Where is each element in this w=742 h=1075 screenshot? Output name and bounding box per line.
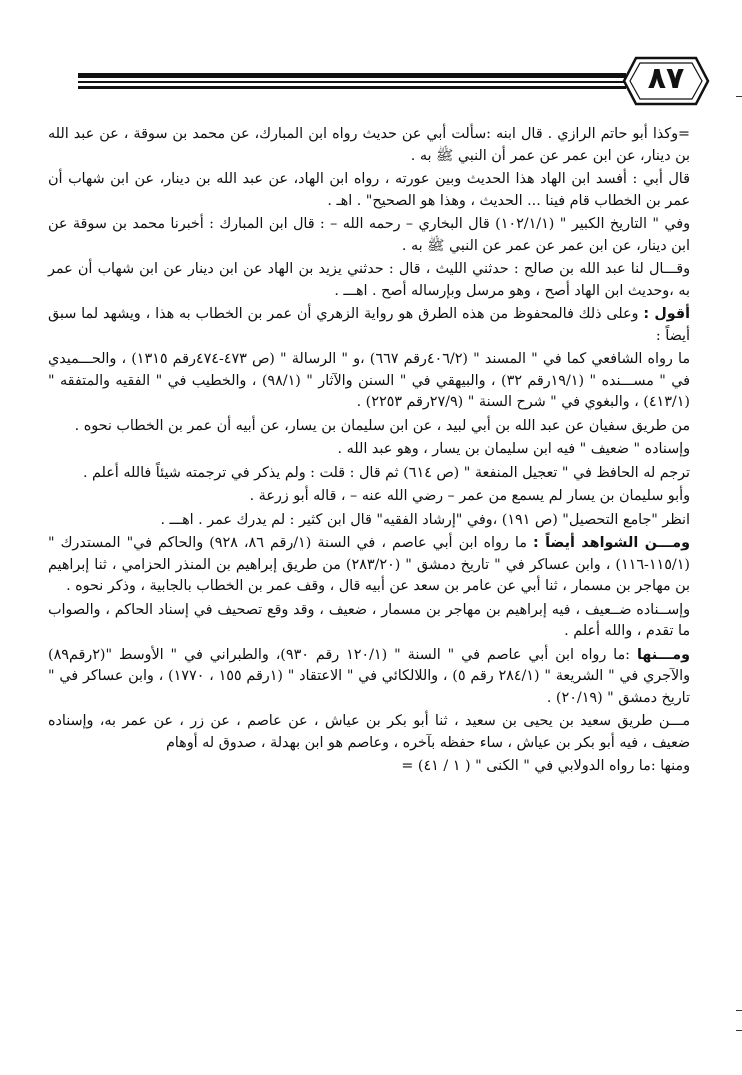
paragraph: [48, 463, 690, 485]
header-rule-thin: [78, 81, 626, 83]
paragraph-text: ما رواه ابن أبي عاصم ، في السنة (١/رقم ٨٦، ٩٢٨) والحاكم في" المستدرك " (١١٥/١-١١٦) ، وابن عساكر في " تاريخ دمشق " (٢٨٣/٢٠) من طريق إبراهيم بن المنذر الحزامي ، ثنا إبراهيم بن مهاجر بن مسمار ، ثنا أبي عن عامر بن سعد عن أبيه قال ، وقف عمر بن الخطاب بالجابية ، وذكر نحوه .: [48, 535, 690, 594]
paragraph: [48, 510, 690, 532]
paragraph: [48, 711, 690, 754]
paragraph-text: :ما رواه ابن أبي عاصم في " السنة " (١٢٠/١ رقم ٩٣٠)، والطبراني في " الأوسط "(٢رقم٨٩) والآجري في " الشريعة " (٢٨٤/١ رقم ٥) ، واللالكائي في " الاعتقاد " (١رقم ١٥٥ ، ١٧٧٠) ، وابن عساكر في " تاريخ دمشق " (٢٠/١٩) .: [48, 646, 690, 706]
paragraph-text: وإســناده ضــعيف ، فيه إبراهيم بن مهاجر بن مسمار ، ضعيف ، وقد وقع تصحيف في إسناد الحاكم ، والصواب ما تقدم ، والله أعلم .: [48, 601, 690, 639]
paragraph-text: وعلى ذلك فالمحفوظ من هذه الطرق هو رواية الزهري أن عمر بن الخطاب به هذا ، ويشهد لما سبق أيضاً :: [48, 306, 690, 344]
paragraph-lead: أقول :: [643, 306, 691, 322]
paragraph-text: ومنها :ما رواه الدولابي في " الكنى " ( ١ / ٤١) =: [401, 758, 690, 774]
paragraph: [48, 645, 690, 710]
paragraph-lead: ومـــنها: [636, 646, 690, 663]
paragraph: [48, 600, 690, 643]
paragraph: [48, 439, 690, 461]
page-number-badge: [622, 54, 710, 108]
page-body: [48, 124, 690, 780]
header-rule-thick: [78, 73, 626, 78]
scan-margin-mark: [736, 1010, 742, 1011]
paragraph-text: قال أبي : أفسد ابن الهاد هذا الحديث وبين عورته ، رواه ابن الهاد، عن عبد الله بن دينار، عن ابن شهاب أن عمر بن الخطاب قام فينا ... الحديث ، وهذا هو الصحيح" . اهـ .: [48, 171, 690, 209]
paragraph: [48, 304, 690, 347]
paragraph-text: انظر "جامع التحصيل" (ص ١٩١) ،وفي "إرشاد الفقيه" قال ابن كثير : لم يدرك عمر . اهـــ .: [160, 511, 690, 528]
paragraph-text: وقـــال لنا عبد الله بن صالح : حدثني الليث ، قال : حدثني يزيد بن الهاد عن ابن دينار عن ابن شهاب أن عمر به ،وحديث ابن الهاد أصح ، وهو مرسل وبإرساله أصح . اهـــ .: [48, 261, 690, 299]
page-number: ٨٧: [647, 61, 685, 96]
scan-margin-mark: [736, 1030, 742, 1031]
paragraph: [48, 124, 690, 167]
paragraph: [48, 214, 690, 257]
paragraph: [48, 756, 690, 778]
paragraph: [48, 486, 690, 508]
scan-margin-mark: [736, 96, 742, 97]
paragraph-text: وفي " التاريخ الكبير " (١٠٢/١/١) قال البخاري – رحمه الله – : قال ابن المبارك : أخبرنا محمد بن سوقة عن ابن دينار، عن ابن عمر عن عمر عن النبي ﷺ به .: [48, 216, 691, 254]
paragraph-text: =وكذا أبو حاتم الرازي . قال ابنه :سألت أبي عن حديث رواه ابن المبارك، عن محمد بن سوقة ، عن عبد الله بن دينار، عن ابن عمر عن عمر أن النبي ﷺ به .: [48, 126, 690, 164]
paragraph-text: من طريق سفيان عن عبد الله بن أبي لبيد ، عن ابن سليمان بن يسار، عن أبيه أن عمر بن الخطاب نحوه .: [74, 417, 690, 434]
paragraph: [48, 169, 690, 212]
paragraph: [48, 533, 690, 598]
page-header: [0, 0, 742, 110]
paragraph: [48, 349, 690, 414]
paragraph-text: ترجم له الحافظ في " تعجيل المنفعة " (ص ٦١٤) ثم قال : قلت : ولم يذكر في ترجمته شيئاً فالله أعلم .: [82, 464, 690, 481]
paragraph-text: مـــن طريق سعيد بن يحيى بن سعيد ، ثنا أبو بكر بن عياش ، عن عاصم ، عن زر ، عن عمر به، وإسناده ضعيف ، فيه أبو بكر بن عياش ، ساء حفظه بآخره ، وعاصم هو ابن بهدلة ، صدوق له أوهام: [48, 713, 690, 751]
paragraph-text: وإسناده " ضعيف " فيه ابن سليمان بن يسار ، وهو عبد الله .: [337, 441, 690, 457]
header-rule-bottom: [78, 86, 626, 89]
paragraph-text: وأبو سليمان بن يسار لم يسمع من عمر – رضي الله عنه – ، قاله أبو زرعة .: [249, 488, 690, 504]
paragraph: [48, 416, 690, 438]
paragraph-text: ما رواه الشافعي كما في " المسند " (٤٠٦/٢رقم ٦٦٧) ،و " الرسالة " (ص ٤٧٣-٤٧٤رقم ١٣١٥) ، والحـــميدي في " مســـنده " (١٩/١رقم ٣٢) ، والبيهقي في " السنن والآثار " (٩٨/١) ، والخطيب في " الفقيه والمتفقه " (٤١٣/١) ، والبغوي في " شرح السنة " (٢٧/٩رقم ٢٢٥٣) .: [48, 351, 690, 410]
paragraph-lead: ومـــن الشواهد أيضاً :: [532, 535, 691, 551]
paragraph: [48, 259, 690, 302]
